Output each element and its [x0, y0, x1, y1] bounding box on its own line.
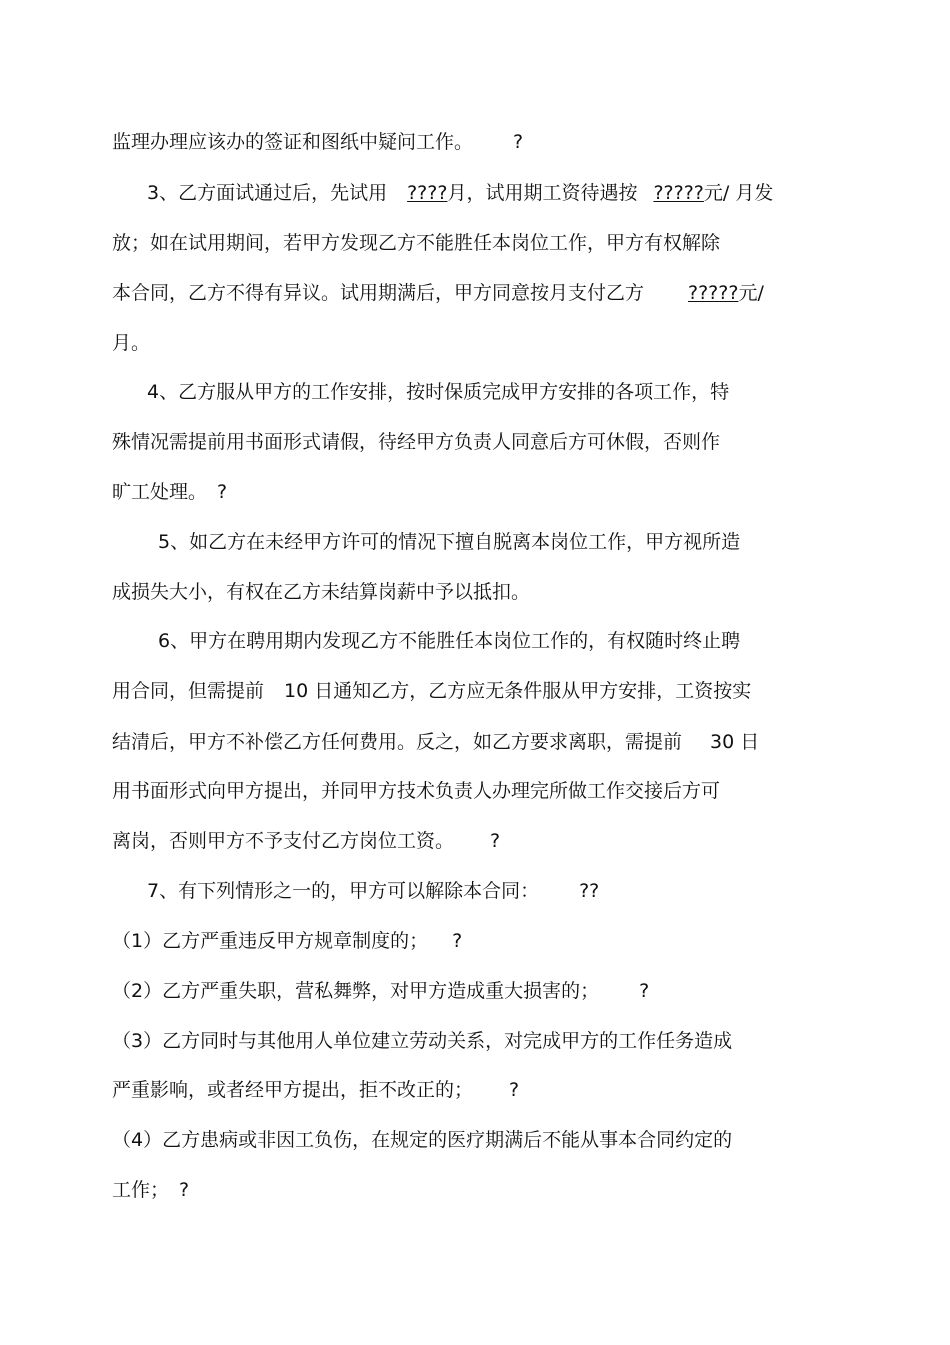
line-text: 7、有下列情形之一的，甲方可以解除本合同： [147, 880, 540, 902]
line-text: （2）乙方严重失职，营私舞弊，对甲方造成重大损害的； [112, 980, 600, 1002]
text-line-1 [112, 130, 523, 154]
line-text: 放；如在试用期间，若甲方发现乙方不能胜任本岗位工作，甲方有权解除 [112, 232, 721, 254]
text-line-22 [112, 1178, 189, 1202]
line-text: （1）乙方严重违反甲方规章制度的； [112, 930, 429, 952]
text-line-2 [147, 181, 773, 205]
text-line-10 [112, 580, 530, 604]
blank-field-trial-salary: ????? [653, 182, 704, 204]
line-text: 旷工处理。 [112, 481, 208, 503]
line-text: 月，试用期工资待遇按 [447, 182, 638, 204]
text-line-18 [112, 979, 649, 1003]
line-text: 严重影响，或者经甲方提出，拒不改正的； [112, 1079, 474, 1101]
blank-field-trial-months: ???? [407, 182, 448, 204]
text-line-3 [112, 231, 720, 255]
text-line-19 [112, 1029, 732, 1053]
line-text: （4）乙方患病或非因工负伤，在规定的医疗期满后不能从事本合同约定的 [112, 1129, 733, 1151]
text-line-7 [112, 430, 720, 454]
text-line-13 [112, 730, 759, 754]
line-text: 30 日 [710, 731, 760, 753]
line-text: 用合同，但需提前 [112, 680, 265, 702]
text-line-15 [112, 829, 500, 853]
line-text: 离岗，否则甲方不予支付乙方岗位工资。 [112, 830, 455, 852]
line-text: 用书面形式向甲方提出，并同甲方技术负责人办理完所做工作交接后方可 [112, 780, 721, 802]
line-text: 结清后，甲方不补偿乙方任何费用。反之，如乙方要求离职，需提前 [112, 731, 683, 753]
placeholder-mark: ? [217, 481, 228, 503]
line-text: 10 日通知乙方，乙方应无条件服从甲方安排，工资按实 [284, 680, 752, 702]
line-text: 成损失大小，有权在乙方未结算岗薪中予以抵扣。 [112, 581, 531, 603]
line-text: 殊情况需提前用书面形式请假，待经甲方负责人同意后方可休假，否则作 [112, 431, 721, 453]
line-text: 4、乙方服从甲方的工作安排，按时保质完成甲方安排的各项工作，特 [147, 381, 730, 403]
placeholder-mark: ? [513, 131, 524, 153]
line-text: （3）乙方同时与其他用人单位建立劳动关系，对完成甲方的工作任务造成 [112, 1030, 733, 1052]
line-text: 工作； [112, 1179, 170, 1201]
placeholder-mark: ?? [579, 880, 600, 902]
text-line-11 [158, 629, 740, 653]
text-line-8 [112, 480, 227, 504]
placeholder-mark: ? [452, 930, 463, 952]
text-line-21 [112, 1128, 732, 1152]
text-line-12 [112, 679, 751, 703]
line-text: 元/ 月发 [703, 182, 774, 204]
line-text: 6、甲方在聘用期内发现乙方不能胜任本岗位工作的，有权随时终止聘 [158, 630, 741, 652]
text-line-6 [147, 380, 729, 404]
placeholder-mark: ? [639, 980, 650, 1002]
text-line-14 [112, 779, 720, 803]
placeholder-mark: ? [179, 1179, 190, 1201]
placeholder-mark: ? [490, 830, 501, 852]
placeholder-mark: ? [509, 1079, 520, 1101]
blank-field-monthly-salary: ????? [688, 282, 739, 304]
line-text: 5、如乙方在未经甲方许可的情况下擅自脱离本岗位工作，甲方视所造 [158, 531, 741, 553]
line-text: 元/ [738, 282, 764, 304]
line-text: 监理办理应该办的签证和图纸中疑问工作。 [112, 131, 474, 153]
text-line-20 [112, 1078, 519, 1102]
text-line-4 [112, 281, 764, 305]
text-line-16 [147, 879, 599, 903]
line-text: 月。 [112, 332, 151, 354]
text-line-17 [112, 929, 462, 953]
text-line-9 [158, 530, 740, 554]
text-line-5 [112, 331, 150, 355]
line-text: 本合同，乙方不得有异议。试用期满后，甲方同意按月支付乙方 [112, 282, 645, 304]
line-text: 3、乙方面试通过后，先试用 [147, 182, 388, 204]
